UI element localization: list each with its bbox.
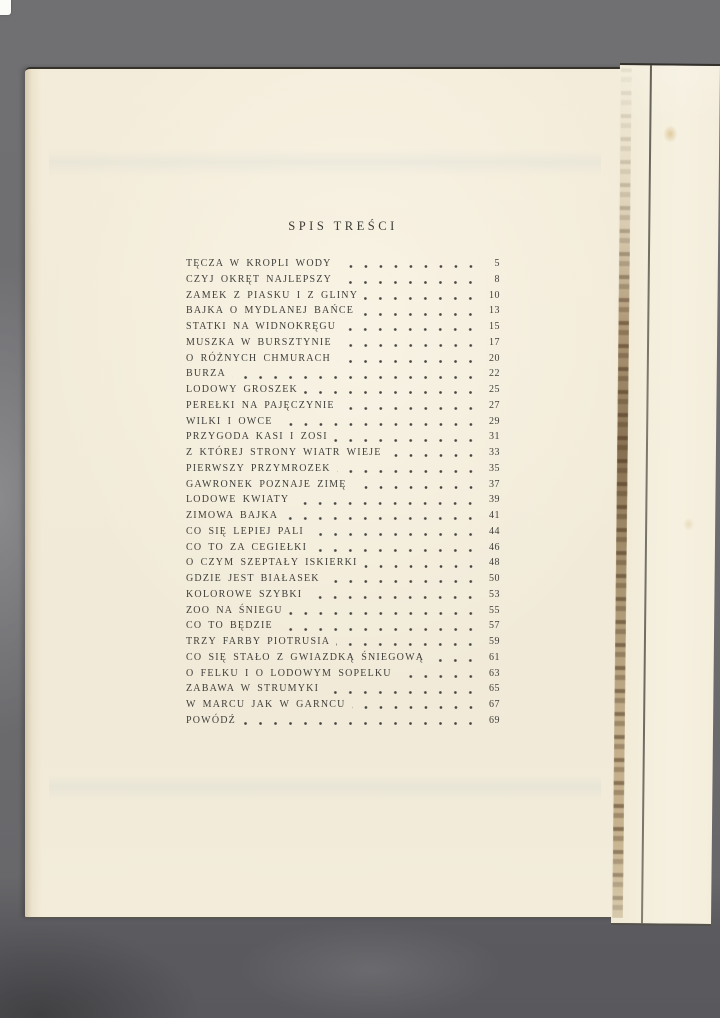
toc-entry-page-number: 41 [489, 510, 500, 521]
toc-entry [186, 319, 500, 335]
toc-entry-page-number: 13 [489, 305, 500, 317]
toc-entry-page-number: 39 [489, 494, 500, 506]
toc-entry-page-number: 35 [489, 462, 500, 474]
toc-leader-dots [352, 697, 474, 713]
page-title: SPIS TREŚCI [288, 219, 398, 233]
toc-entry-title: BAJKA O MYDLANEJ BAŃCE [186, 305, 355, 317]
toc-leader-dots [338, 256, 474, 272]
toc-leader-dots [430, 650, 474, 666]
toc-leader-dots [398, 666, 474, 682]
toc-leader-dots [334, 429, 474, 445]
toc-entry-title: MUSZKA W BURSZTYNIE [186, 336, 332, 348]
toc-entry-title: ZOO NA ŚNIEGU [186, 604, 283, 616]
toc-entry [186, 587, 500, 603]
toc-entry-page-number: 48 [489, 557, 500, 569]
toc-entry [186, 681, 500, 697]
toc-entry [186, 618, 500, 634]
toc-leader-dots [360, 303, 474, 319]
toc-leader-dots [308, 587, 474, 603]
toc-entry-title: STATKI NA WIDNOKRĘGU [186, 321, 337, 332]
toc-leader-dots [313, 540, 474, 556]
toc-entry-page-number: 29 [489, 415, 500, 427]
toc-entry-title: GDZIE JEST BIAŁASEK [186, 573, 320, 584]
toc-entry [186, 650, 500, 666]
toc-entry-title: W MARCU JAK W GARNCU [186, 699, 346, 710]
toc-entry-title: ZABAWA W STRUMYKI [186, 683, 320, 695]
toc-leader-dots [310, 524, 474, 540]
toc-entry-page-number: 69 [489, 714, 500, 726]
scanner-corner-artifact [0, 0, 11, 15]
toc-entry [186, 382, 500, 398]
toc-entry-title: PRZYGODA KASI I ZOSI [186, 431, 328, 443]
toc-entry-page-number: 50 [489, 573, 500, 584]
toc-entry-page-number: 25 [489, 384, 500, 395]
toc-entry [186, 414, 500, 430]
toc-entry [186, 603, 500, 619]
toc-leader-dots [336, 634, 474, 650]
toc-entry-page-number: 59 [489, 636, 500, 647]
toc-entry-page-number: 63 [489, 667, 500, 679]
toc-entry [186, 256, 500, 272]
toc-entry [186, 366, 500, 382]
stain-spot [683, 518, 694, 531]
toc-entry-page-number: 61 [489, 651, 500, 663]
toc-entry-page-number: 27 [489, 399, 500, 411]
toc-leader-dots [337, 351, 474, 367]
toc-leader-dots [295, 492, 474, 508]
toc-leader-dots [338, 335, 474, 351]
toc-leader-dots [337, 461, 474, 477]
toc-entry-page-number: 37 [489, 478, 500, 490]
book-page [25, 67, 625, 918]
toc-leader-dots [279, 618, 474, 634]
toc-leader-dots [232, 366, 474, 382]
toc-entry [186, 713, 500, 729]
toc-entry-title: PEREŁKI NA PAJĘCZYNIE [186, 399, 335, 411]
toc-leader-dots [342, 319, 474, 335]
toc-entry-page-number: 10 [489, 289, 500, 301]
toc-entry-title: TĘCZA W KROPLI WODY [186, 258, 332, 269]
toc-entry-page-number: 46 [489, 541, 500, 553]
toc-entry-page-number: 65 [489, 683, 500, 695]
toc-entry-page-number: 33 [489, 447, 500, 458]
toc-entry-title: CO SIĘ LEPIEJ PALI [186, 525, 304, 537]
toc-entry [186, 288, 500, 304]
adjacent-page [611, 63, 720, 926]
toc-entry [186, 571, 500, 587]
toc-entry-title: O RÓŻNYCH CHMURACH [186, 352, 331, 364]
toc-entry-page-number: 57 [489, 620, 500, 632]
toc-entry [186, 477, 500, 493]
toc-entry-page-number: 55 [489, 604, 500, 616]
toc-entry-title: WILKI I OWCE [186, 415, 273, 427]
toc-leader-dots [326, 571, 474, 587]
toc-leader-dots [341, 398, 474, 414]
toc-entry-title: LODOWY GROSZEK [186, 384, 298, 395]
toc-entry-title: TRZY FARBY PIOTRUSIA [186, 636, 331, 647]
toc-entry [186, 524, 500, 540]
toc-entry [186, 335, 500, 351]
toc-entry-page-number: 17 [489, 336, 500, 348]
toc-entry-page-number: 67 [489, 699, 500, 710]
toc-entry-title: Z KTÓREJ STRONY WIATR WIEJE [186, 447, 382, 458]
toc-leader-dots [364, 288, 474, 304]
toc-entry-page-number: 5 [494, 258, 500, 269]
toc-entry-title: PIERWSZY PRZYMROZEK [186, 462, 331, 474]
toc-entry [186, 303, 500, 319]
toc-leader-dots [289, 603, 474, 619]
toc-leader-dots [338, 272, 474, 288]
toc-entry-title: GAWRONEK POZNAJE ZIMĘ [186, 478, 347, 490]
toc-entry-page-number: 44 [489, 525, 500, 537]
toc-entry-title: KOLOROWE SZYBKI [186, 588, 303, 600]
toc-leader-dots [353, 477, 475, 493]
scan-band-artifact [49, 774, 601, 802]
toc-entry-title: O FELKU I O LODOWYM SOPELKU [186, 667, 392, 679]
toc-entry-title: CO SIĘ STAŁO Z GWIAZDKĄ ŚNIEGOWĄ [186, 651, 425, 663]
toc-list [186, 256, 500, 729]
toc-entry [186, 429, 500, 445]
toc-entry-title: ZIMOWA BAJKA [186, 510, 279, 521]
toc-entry-title: O CZYM SZEPTAŁY ISKIERKI [186, 557, 358, 569]
toc-entry-page-number: 53 [489, 588, 500, 600]
toc-leader-dots [325, 681, 474, 697]
toc-entry [186, 445, 500, 461]
toc-entry-page-number: 8 [494, 273, 500, 285]
toc-entry [186, 492, 500, 508]
toc-entry-title: POWÓDŹ [186, 714, 236, 726]
toc-entry [186, 272, 500, 288]
scan-band-artifact [49, 149, 601, 177]
stain-spot [663, 125, 677, 142]
page-fold-line [641, 65, 651, 923]
toc-leader-dots [242, 713, 474, 729]
toc-entry [186, 461, 500, 477]
toc-entry [186, 351, 500, 367]
toc-leader-dots [279, 414, 474, 430]
toc-leader-dots [364, 555, 474, 571]
toc-entry [186, 697, 500, 713]
toc-entry [186, 540, 500, 556]
toc-leader-dots [388, 445, 474, 461]
toc-entry [186, 634, 500, 650]
toc-entry-title: LODOWE KWIATY [186, 494, 290, 506]
toc-entry-page-number: 20 [489, 352, 500, 364]
toc-entry [186, 398, 500, 414]
toc-entry-page-number: 15 [489, 321, 500, 332]
toc-leader-dots [284, 508, 474, 524]
toc-leader-dots [304, 382, 474, 398]
toc-entry [186, 508, 500, 524]
toc-entry-page-number: 22 [489, 368, 500, 380]
toc-entry-title: BURZA [186, 368, 226, 380]
toc-entry-page-number: 31 [489, 431, 500, 443]
toc-entry-title: CZYJ OKRĘT NAJLEPSZY [186, 273, 333, 285]
toc-entry-title: CO TO ZA CEGIEŁKI [186, 541, 308, 553]
toc-entry [186, 555, 500, 571]
table-of-contents [186, 219, 500, 729]
toc-entry-title: CO TO BĘDZIE [186, 620, 273, 632]
toc-entry [186, 666, 500, 682]
toc-entry-title: ZAMEK Z PIASKU I Z GLINY [186, 289, 359, 301]
